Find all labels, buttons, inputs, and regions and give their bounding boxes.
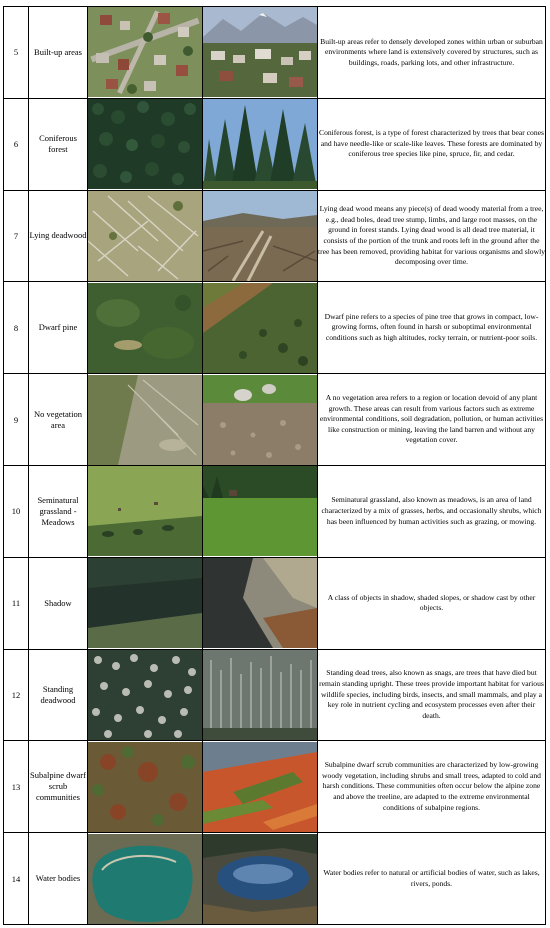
aerial-image-cell [88, 98, 203, 190]
table-row [4, 7, 546, 99]
class-number: 6 [4, 98, 29, 190]
aerial-shadow-image [88, 558, 202, 648]
ground-image-cell [203, 833, 318, 925]
table-row [4, 465, 546, 557]
class-number: 8 [4, 282, 29, 374]
aerial-image-cell [88, 741, 203, 833]
class-name: No vegetation area [29, 374, 88, 466]
aerial-image-cell [88, 282, 203, 374]
class-name: Lying deadwood [29, 190, 88, 282]
aerial-image-cell [88, 557, 203, 649]
aerial-image-cell [88, 649, 203, 741]
ground-image-cell [203, 98, 318, 190]
aerial-no-vegetation-image [88, 375, 202, 465]
table-row [4, 833, 546, 925]
aerial-image-cell [88, 374, 203, 466]
class-name: Water bodies [29, 833, 88, 925]
aerial-lying-deadwood-image [88, 191, 202, 281]
class-number: 13 [4, 741, 29, 833]
aerial-standing-deadwood-image [88, 650, 202, 740]
table-row [4, 282, 546, 374]
class-name: Built-up areas [29, 7, 88, 99]
table-row [4, 98, 546, 190]
class-number: 11 [4, 557, 29, 649]
class-name: Dwarf pine [29, 282, 88, 374]
table-row [4, 374, 546, 466]
table-row [4, 190, 546, 282]
ground-dwarf-pine-image [203, 283, 317, 373]
ground-image-cell [203, 465, 318, 557]
ground-coniferous-image [203, 99, 317, 189]
ground-grassland-image [203, 466, 317, 556]
class-name: Subalpine dwarf scrub communities [29, 741, 88, 833]
aerial-image-cell [88, 465, 203, 557]
class-description: Lying dead wood means any piece(s) of dead woody material from a tree, e.g., dead boles, dead tree stump, limbs, and large root masses, on the ground in forest stands. Lying dead wood is all dead tree material, it consists of the portion of the trunk and roots left in the ground after the tree has been removed, providing habitat for various organisms and slowly decomposing over time. [318, 190, 546, 282]
ground-image-cell [203, 741, 318, 833]
class-number: 12 [4, 649, 29, 741]
class-name: Seminatural grassland - Meadows [29, 465, 88, 557]
ground-image-cell [203, 374, 318, 466]
ground-image-cell [203, 190, 318, 282]
table-row [4, 557, 546, 649]
class-number: 10 [4, 465, 29, 557]
aerial-grassland-image [88, 466, 202, 556]
class-name: Standing deadwood [29, 649, 88, 741]
ground-image-cell [203, 649, 318, 741]
class-name: Shadow [29, 557, 88, 649]
ground-image-cell [203, 282, 318, 374]
class-description: Seminatural grassland, also known as meadows, is an area of land characterized by a mix of grasses, herbs, and occasionally shrubs, which has been influenced by human activities such as grazing, or mowing. [318, 465, 546, 557]
ground-lying-deadwood-image [203, 191, 317, 281]
ground-no-vegetation-image [203, 375, 317, 465]
class-description: Coniferous forest, is a type of forest characterized by trees that bear cones and have needle-like or scale-like leaves. These forests are dominated by coniferous tree species like pine, spruce, fir, and cedar. [318, 98, 546, 190]
ground-image-cell [203, 7, 318, 99]
class-description: A class of objects in shadow, shaded slopes, or shadow cast by other objects. [318, 557, 546, 649]
class-number: 9 [4, 374, 29, 466]
aerial-image-cell [88, 7, 203, 99]
class-description: Dwarf pine refers to a species of pine tree that grows in compact, low-growing forms, often found in harsh or suboptimal environmental conditions such as high altitudes, rocky terrain, or nutrient-poor soils. [318, 282, 546, 374]
land-cover-class-table [3, 6, 546, 925]
aerial-dwarf-pine-image [88, 283, 202, 373]
ground-subalpine-scrub-image [203, 742, 317, 832]
table-row [4, 649, 546, 741]
class-name: Coniferous forest [29, 98, 88, 190]
table-row [4, 741, 546, 833]
ground-standing-deadwood-image [203, 650, 317, 740]
aerial-water-bodies-image [88, 834, 202, 924]
aerial-subalpine-scrub-image [88, 742, 202, 832]
aerial-coniferous-image [88, 99, 202, 189]
class-number: 5 [4, 7, 29, 99]
aerial-built-up-image [88, 7, 202, 97]
class-description: Water bodies refer to natural or artificial bodies of water, such as lakes, rivers, ponds. [318, 833, 546, 925]
class-description: Standing dead trees, also known as snags, are trees that have died but remain standing upright. These trees provide important habitat for various wildlife species, including birds, insects, and small mammals, and play a key role in nutrient cycling and ecosystem processes even after their death. [318, 649, 546, 741]
ground-image-cell [203, 557, 318, 649]
aerial-image-cell [88, 190, 203, 282]
ground-shadow-image [203, 558, 317, 648]
aerial-image-cell [88, 833, 203, 925]
class-description: A no vegetation area refers to a region or location devoid of any plant growth. These areas can result from various factors such as extreme environmental conditions, soil degradation, pollution, or human activities like construction or mining, leaving the land barren and without any vegetation cover. [318, 374, 546, 466]
ground-water-bodies-image [203, 834, 317, 924]
class-number: 7 [4, 190, 29, 282]
class-description: Subalpine dwarf scrub communities are characterized by low-growing woody vegetation, including shrubs and small trees, adapted to cold and harsh conditions. These communities often occur below the alpine zone and above the treeline, are adapted to the extreme environmental conditions of subalpine regions. [318, 741, 546, 833]
class-description: Built-up areas refer to densely developed zones within urban or suburban environments where land is extensively covered by structures, such as buildings, roads, parking lots, and other infrastructure. [318, 7, 546, 99]
ground-built-up-image [203, 7, 317, 97]
class-number: 14 [4, 833, 29, 925]
